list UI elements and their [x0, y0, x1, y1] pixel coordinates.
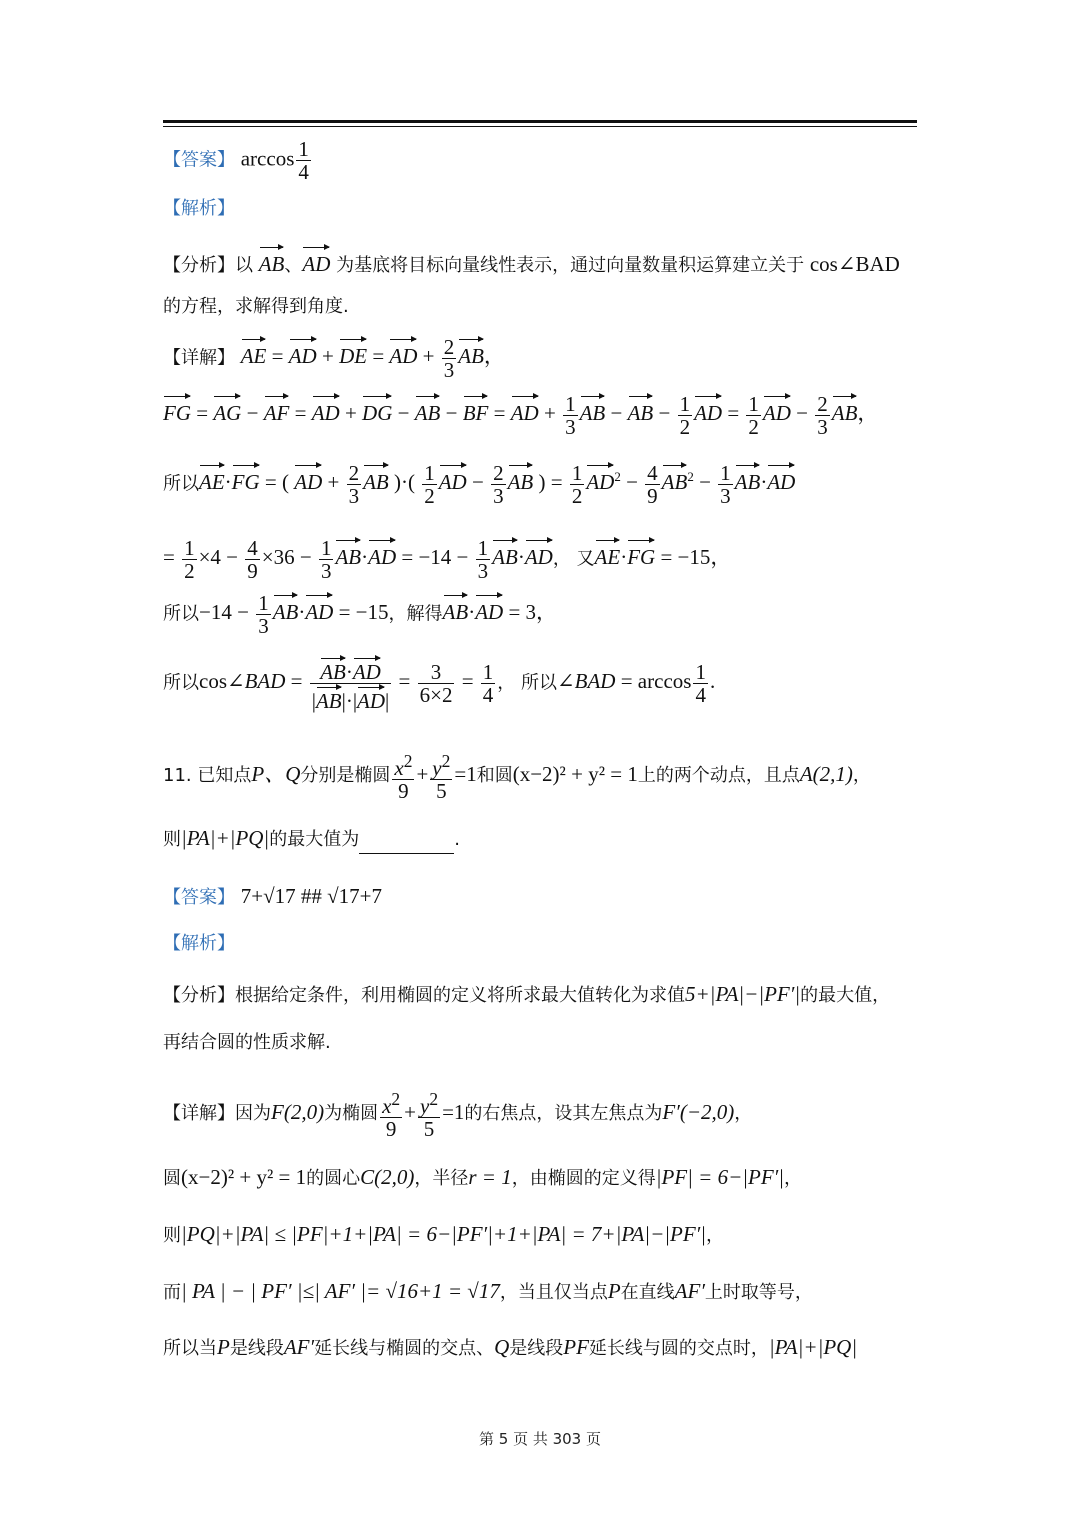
- q10-fenxi-line-1: 【分析】以 AB、AD 为基底将目标向量线性表示，通过向量数量积运算建立关于 cos∠BAD: [163, 244, 923, 280]
- q11-answer-value: 7+√17 ## √17+7: [240, 884, 382, 908]
- detail-label: 【详解】: [163, 347, 235, 369]
- fenxi-expression: 5+|PA|−|PF′|: [685, 982, 801, 1006]
- q10-fenxi-line-2: [163, 293, 923, 321]
- q10-answer-arccos: arccos: [240, 146, 295, 171]
- question-number: 11.: [163, 764, 192, 786]
- detail-label: 【详解】: [163, 1102, 235, 1124]
- point-q: Q: [494, 1335, 510, 1359]
- q10-detail-line-5: 所以−14 − $\frac{1}{3}$ AB·AD = −15，解得AB·AD = 3，: [163, 591, 558, 638]
- q11-detail-line-5: [163, 1333, 923, 1363]
- line-af-prime: AF′: [674, 1279, 705, 1303]
- analysis-label: 【解析】: [163, 198, 235, 219]
- ellipse-definition: |PF| = 6−|PF′|: [655, 1165, 785, 1189]
- q11-fenxi-line-1: [163, 980, 923, 1010]
- text: ， 所以: [497, 672, 558, 694]
- triangle-inequality: | PA | − | PF′ |≤| AF′ |= √16+1 = √17: [181, 1279, 500, 1303]
- text: ，由椭圆的定义得: [511, 1168, 656, 1189]
- target-expression: |PA|+|PQ|: [181, 826, 270, 850]
- text: 再结合圆的性质求解.: [163, 1032, 331, 1053]
- text: 分别是椭圆: [300, 764, 391, 786]
- header-rule-thin: [163, 126, 917, 127]
- q11-detail-line-4: [163, 1277, 923, 1307]
- text: 的最大值，: [800, 985, 891, 1006]
- text: 的最大值为: [269, 829, 360, 850]
- text: 在直线: [620, 1282, 675, 1303]
- q10-detail-line-2: FG = AG − AF = AD + DG − AB − BF = AD + $\frac{1}{3}$ AB − AB − $\frac{1}{2}$ AD = $\frac{1}{2}$ AD − $\frac{2}{3}$ AB，: [163, 392, 879, 439]
- text: 已知点: [197, 764, 252, 786]
- segment-af-prime: AF′: [283, 1335, 315, 1359]
- text: 的圆心: [306, 1168, 361, 1189]
- q11-detail-line-3: 则|PQ|+|PA| ≤ |PF|+1+|PA| = 6−|PF′|+1+|PA| = 7+|PA|−|PF′|，: [163, 1222, 725, 1246]
- q11-stem-line-1: 11. 已知点P、Q分别是椭圆 $\frac{x^2}{9}$ + $\frac{y^2}{5}$ =1和圆(x−2)² + y² = 1上的两个动点，且点A(2,1)，: [163, 751, 871, 803]
- header-rule-thick: [163, 120, 917, 123]
- point-a: A(2,1): [799, 761, 853, 786]
- text: 根据给定条件，利用椭圆的定义将所求最大值转化为求值: [235, 985, 685, 1006]
- text: 的方程，求解得到角度.: [163, 296, 349, 317]
- answer-label: 【答案】: [163, 887, 235, 908]
- q11-stem-line-2: 则|PA|+|PQ|的最大值为 .: [163, 824, 923, 854]
- text: 、: [284, 255, 303, 276]
- text: 圆: [163, 1168, 181, 1189]
- point-p: P: [607, 1279, 621, 1303]
- q11-fenxi-line-2: [163, 1029, 923, 1057]
- q11-answer-line: [163, 882, 923, 912]
- text: 则: [163, 829, 181, 850]
- q11-detail-line-1: 【详解】因为F(2,0)为椭圆 $\frac{x^2}{9}$ + $\frac{y^2}{5}$ =1的右焦点，设其左焦点为F′(−2,0)，: [163, 1089, 753, 1141]
- cos-bad: cos∠BAD: [809, 252, 900, 276]
- q10-analysis-label-line: [163, 195, 923, 223]
- circle-equation: (x−2)² + y² = 1: [512, 761, 638, 786]
- q10-detail-line-3: 所以AE·FG = ( AD + $\frac{2}{3}$ AB )·( $\frac{1}{2}$ AD − $\frac{2}{3}$ AB ) = $\frac{1}{2}$ $AD^2$ − $\frac{4}{9}$ $AB^2$ − $\frac{1}{3}$ AB·AD: [163, 461, 796, 508]
- text: 的右焦点，设其左焦点为: [464, 1102, 663, 1124]
- answer-blank: [359, 833, 454, 854]
- text: 则: [163, 1225, 181, 1246]
- q10-detail-line-4: = $\frac{1}{2}$ ×4 − $\frac{4}{9}$ ×36 − $\frac{1}{3}$ AB·AD = −14 − $\frac{1}{3}$ AB·AD， 又AE·FG = −15，: [163, 536, 732, 583]
- text: 所以当: [163, 1338, 217, 1359]
- center-c: C(2,0): [360, 1165, 415, 1189]
- q10-answer-fraction: $\frac{1}{4}$: [298, 137, 309, 184]
- text: 因为: [235, 1102, 271, 1124]
- focus-f-prime: F′(−2,0): [662, 1099, 735, 1124]
- text: ，解得: [388, 603, 443, 625]
- text: 和圆: [476, 764, 513, 786]
- answer-label: 【答案】: [163, 149, 235, 171]
- segment-pf: PF: [563, 1335, 589, 1359]
- text: ，当且仅当点: [499, 1282, 608, 1303]
- target-expression: |PA|+|PQ|: [768, 1335, 858, 1359]
- text: 为椭圆: [324, 1102, 379, 1124]
- text: ， 又: [552, 548, 595, 570]
- text: 上的两个动点，且点: [637, 764, 800, 786]
- q10-answer-line: [163, 138, 923, 183]
- inequality-chain: |PQ|+|PA| ≤ |PF|+1+|PA| = 6−|PF′|+1+|PA| = 7+|PA|−|PF′|: [181, 1222, 707, 1246]
- fenxi-label: 【分析】: [163, 985, 235, 1006]
- text: ，半径: [414, 1168, 469, 1189]
- text: 以: [235, 255, 253, 276]
- text: 延长线与椭圆的交点、: [314, 1338, 495, 1359]
- text: 是线段: [229, 1338, 284, 1359]
- text: 上时取等号，: [704, 1282, 813, 1303]
- text: 所以: [163, 473, 199, 495]
- q11-analysis-label-line: [163, 930, 923, 958]
- points-pq: P、Q: [251, 761, 301, 786]
- text: 延长线与圆的交点时，: [588, 1338, 769, 1359]
- point-p: P: [217, 1335, 230, 1359]
- text: 所以: [163, 603, 199, 625]
- text: 为基底将目标向量线性表示，通过向量数量积运算建立关于: [336, 255, 805, 276]
- fenxi-label: 【分析】: [163, 255, 235, 276]
- q10-detail-line-1: 【详解】 AE = AD + DE = AD + $\frac{2}{3}$ AB，: [163, 335, 505, 382]
- circle-equation: (x−2)² + y² = 1: [181, 1165, 307, 1189]
- radius: r = 1: [468, 1165, 512, 1189]
- text: 是线段: [509, 1338, 564, 1359]
- focus-f: F(2,0): [271, 1099, 325, 1124]
- q11-detail-line-2: 圆(x−2)² + y² = 1的圆心C(2,0)，半径r = 1，由椭圆的定义得|PF| = 6−|PF′|，: [163, 1165, 803, 1189]
- text: 所以: [163, 672, 199, 694]
- q10-detail-line-6: 所以cos∠BAD = $\frac{AB\cdot AD}{|AB|\cdot|AD|}$ = $\frac{3}{6\times 2}$ = $\frac{1}{4}$ ， 所以∠BAD = arccos $\frac{1}{4}$ .: [163, 655, 923, 712]
- text: 而: [163, 1282, 181, 1303]
- page-footer: 第 5 页 共 303 页: [478, 1430, 601, 1448]
- analysis-label: 【解析】: [163, 933, 235, 954]
